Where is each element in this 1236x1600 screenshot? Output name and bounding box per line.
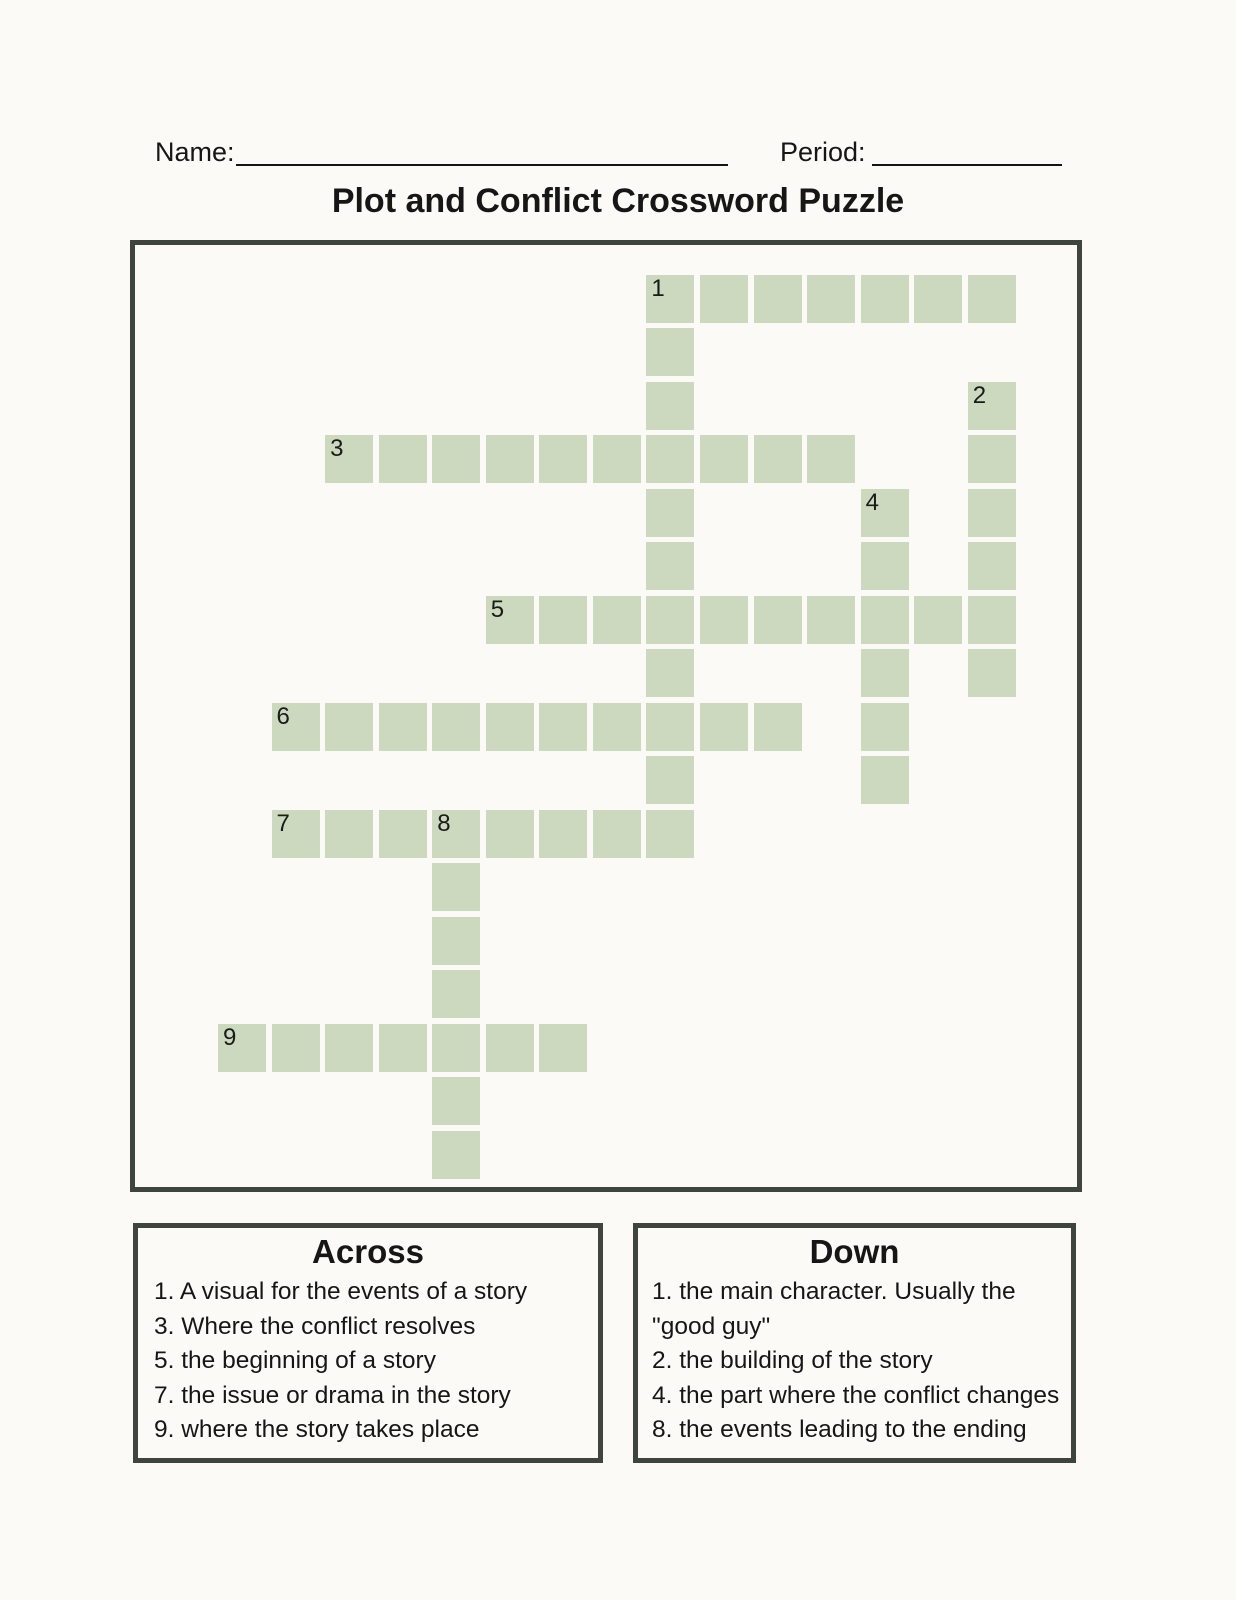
down-clue-list	[638, 1274, 1060, 1448]
grid-cell[interactable]	[432, 435, 480, 483]
cell-number: 5	[490, 595, 505, 623]
grid-cell[interactable]	[861, 542, 909, 590]
grid-cell[interactable]	[593, 703, 641, 751]
grid-cell[interactable]	[646, 649, 694, 697]
grid-cell[interactable]	[754, 596, 802, 644]
grid-cell[interactable]	[432, 1024, 480, 1072]
across-clue-item: 5. the beginning of a story	[154, 1347, 436, 1374]
grid-cell[interactable]	[700, 596, 748, 644]
grid-cell[interactable]	[807, 275, 855, 323]
grid-cell[interactable]	[646, 328, 694, 376]
cell-number: 8	[437, 809, 451, 837]
grid-cell[interactable]	[914, 596, 962, 644]
down-clues-title: Down	[809, 1233, 900, 1270]
grid-cell[interactable]	[754, 703, 802, 751]
grid-cell[interactable]	[218, 1024, 266, 1072]
grid-cell[interactable]	[539, 435, 587, 483]
grid-cell[interactable]	[379, 703, 427, 751]
grid-cell[interactable]	[486, 435, 534, 483]
page-title: Plot and Conflict Crossword Puzzle	[331, 182, 905, 220]
grid-cell[interactable]	[968, 649, 1016, 697]
grid-cell[interactable]	[700, 275, 748, 323]
grid-cell[interactable]	[379, 1024, 427, 1072]
grid-cell[interactable]	[968, 596, 1016, 644]
cell-number: 7	[276, 809, 290, 837]
across-clue-item: 3. Where the conflict resolves	[154, 1312, 476, 1340]
grid-cell[interactable]	[646, 756, 694, 804]
grid-cell[interactable]	[968, 542, 1016, 590]
grid-cell[interactable]	[807, 596, 855, 644]
grid-cell[interactable]	[486, 596, 534, 644]
grid-cell[interactable]	[700, 435, 748, 483]
grid-cell[interactable]	[325, 703, 373, 751]
down-clue-item: 8. the events leading to the ending	[652, 1416, 1027, 1443]
cell-number: 4	[865, 488, 879, 516]
across-clues-title: Across	[312, 1233, 424, 1270]
grid-cell[interactable]	[861, 596, 909, 644]
grid-cell[interactable]	[914, 275, 962, 323]
down-clues-box	[633, 1223, 1076, 1463]
grid-cell[interactable]	[432, 703, 480, 751]
grid-cell[interactable]	[861, 756, 909, 804]
down-clue-item: 1. the main character. Usually the "good guy"	[652, 1278, 1016, 1340]
grid-cell[interactable]	[539, 810, 587, 858]
across-clue-list	[138, 1274, 598, 1448]
grid-cell[interactable]	[539, 703, 587, 751]
crossword-grid	[130, 240, 1082, 1192]
grid-cell[interactable]	[968, 275, 1016, 323]
grid-cell[interactable]	[272, 810, 320, 858]
grid-cell[interactable]	[646, 542, 694, 590]
grid-cell[interactable]	[432, 1077, 480, 1125]
grid-cell[interactable]	[486, 1024, 534, 1072]
across-clues-box	[133, 1223, 603, 1463]
grid-cell[interactable]	[968, 382, 1016, 430]
cell-number: 9	[223, 1023, 237, 1051]
cell-number: 2	[972, 381, 987, 409]
grid-cell[interactable]	[968, 435, 1016, 483]
grid-cell[interactable]	[968, 489, 1016, 537]
name-label: Name:	[155, 137, 235, 167]
grid-cell[interactable]	[646, 382, 694, 430]
across-clue-item: 9. where the story takes place	[154, 1416, 480, 1443]
grid-cell[interactable]	[432, 863, 480, 911]
down-clue-item: 4. the part where the conflict changes	[652, 1381, 1060, 1409]
across-clue-item: 7. the issue or drama in the story	[154, 1381, 511, 1409]
grid-cell[interactable]	[432, 917, 480, 965]
grid-cell[interactable]	[272, 703, 320, 751]
grid-cell[interactable]	[754, 275, 802, 323]
grid-cell[interactable]	[486, 810, 534, 858]
grid-cell[interactable]	[432, 810, 480, 858]
cell-number: 1	[651, 274, 665, 302]
period-write-line[interactable]	[872, 164, 1062, 166]
grid-cell[interactable]	[593, 596, 641, 644]
grid-cell[interactable]	[646, 703, 694, 751]
grid-cell[interactable]	[700, 703, 748, 751]
grid-cell[interactable]	[646, 596, 694, 644]
grid-cell[interactable]	[646, 275, 694, 323]
grid-cell[interactable]	[539, 596, 587, 644]
grid-cell[interactable]	[646, 810, 694, 858]
grid-cell[interactable]	[861, 703, 909, 751]
grid-cell[interactable]	[432, 970, 480, 1018]
grid-cell[interactable]	[754, 435, 802, 483]
name-write-line[interactable]	[236, 164, 728, 166]
grid-cell[interactable]	[486, 703, 534, 751]
down-clue-item: 2. the building of the story	[652, 1347, 933, 1374]
grid-cell[interactable]	[646, 435, 694, 483]
grid-cell[interactable]	[432, 1131, 480, 1179]
grid-cell[interactable]	[325, 810, 373, 858]
across-clue-item: 1. A visual for the events of a story	[154, 1278, 528, 1305]
grid-cell[interactable]	[861, 275, 909, 323]
grid-cell[interactable]	[379, 435, 427, 483]
cell-number: 6	[276, 702, 290, 730]
grid-cell[interactable]	[861, 489, 909, 537]
grid-cell[interactable]	[272, 1024, 320, 1072]
grid-cell[interactable]	[593, 810, 641, 858]
period-label: Period:	[780, 137, 866, 167]
grid-cell[interactable]	[593, 435, 641, 483]
cell-number: 3	[330, 435, 344, 462]
grid-cell[interactable]	[379, 810, 427, 858]
grid-cell[interactable]	[646, 489, 694, 537]
grid-cell[interactable]	[325, 435, 373, 483]
grid-cell[interactable]	[325, 1024, 373, 1072]
grid-cell[interactable]	[807, 435, 855, 483]
grid-cell[interactable]	[861, 649, 909, 697]
grid-cell[interactable]	[539, 1024, 587, 1072]
